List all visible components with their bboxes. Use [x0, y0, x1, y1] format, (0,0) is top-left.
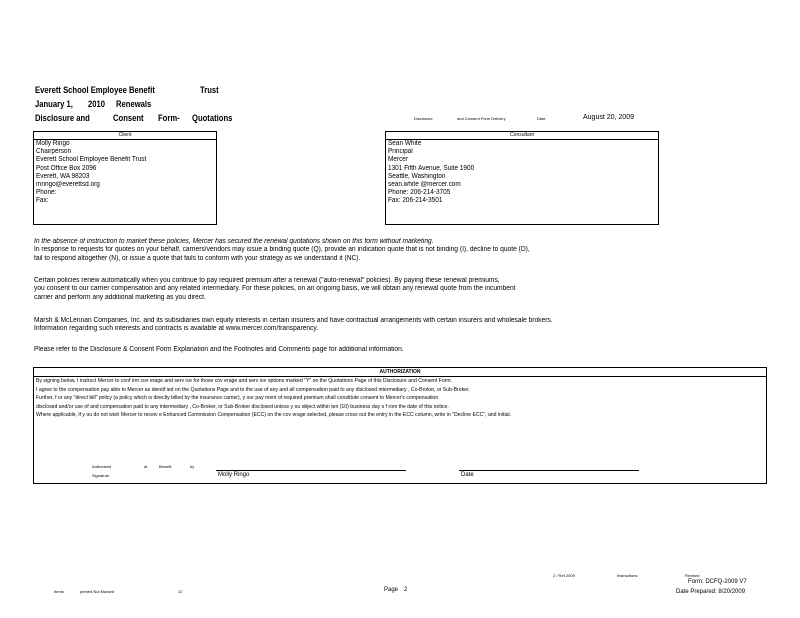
authorization-line-1: By signing below, I instruct Mercer to conf irm cov erage and serv ice for those cov erage and serv ice options marked "Y" on the Quotations Page of this Disclosure and Consent Form.: [36, 378, 453, 384]
paragraph-marketing-line-1: In the absence of instruction to market these policies, Mercer has secured the renewal quotations shown on this form without marketing.: [34, 238, 434, 245]
consultant-lines: [388, 140, 482, 206]
paragraph-transparency-line-2: Information regarding such interests and contracts is available at www.mercer.com/transparency.: [34, 325, 319, 333]
client-fax: Fax:: [36, 197, 49, 205]
date-label: Date: [461, 472, 474, 478]
footer-date-prepared: Date Prepared: 8/20/2009: [676, 589, 746, 595]
paragraph-marketing: [34, 238, 556, 263]
paragraph-transparency-line-1: Marsh & McLennan Companies, Inc. and its subsidiaries own equity interests in certain insurers and have contractual arrangements with certain insurers and wholesale brokers.: [34, 317, 553, 324]
title-consent: Consent: [113, 113, 144, 123]
paragraph-auto-renewal-line-1: Certain policies renew automatically when you continue to pay required premium after a renewal ("auto-renewal" policies). By paying these renewal premiums,: [34, 277, 500, 284]
title-line-1: [35, 85, 155, 95]
paragraph-marketing-line-2: In response to requests for quotes on your behalf, carriers/vendors may issue a binding quote (Q), provide an indication quote that is not binding (I), decline to quote (D),: [34, 246, 530, 254]
paragraph-auto-renewal-line-3: carrier and perform any additional marketing as you direct.: [34, 293, 206, 301]
signature-small-1: Authorized: [92, 464, 112, 469]
client-address-2: Everett, WA 98203: [36, 172, 90, 180]
title-year: 2010: [88, 99, 106, 109]
paragraph-auto-renewal: [34, 277, 541, 302]
authorization-line-3: Further, f or any "direct bill" policy (a policy which is directly billed by the insurance carrier), y our pay ment of required premium shall constitute consent to Mercer's compensation: [36, 395, 439, 402]
paragraph-refer-line-1: Please refer to the Disclosure & Consent Form Explanation and the Footnotes and Comments page for additional information.: [34, 346, 404, 353]
footer-small-left-1: Items: [54, 589, 64, 594]
footer-small-left-2: printed Not Marked: [80, 589, 115, 594]
header-small-label-2: and Consent Form Delivery: [457, 116, 506, 121]
consultant-name: Sean White: [388, 140, 422, 147]
signature-small-2: at: [144, 464, 148, 469]
authorization-box: [33, 367, 767, 484]
paragraph-refer: [34, 346, 423, 354]
footer-small-mid-1: 2 / Ref 2009: [553, 573, 575, 578]
title-trust-name: Everett School Employee Benefit: [35, 85, 155, 95]
date-line: [459, 470, 639, 471]
signer-name: Molly Ringo: [218, 472, 250, 478]
authorization-line-4: disclosed and/or use of and compensation paid to any intermediary , Co-Broker, or Sub-Broker disclosed unless y ou object within ten (10) business day s f rom the date of this notice.: [36, 403, 449, 410]
client-phone: Phone:: [36, 189, 57, 197]
footer-page-number: 2: [404, 587, 408, 593]
delivery-date-value: August 20, 2009: [583, 114, 634, 121]
consultant-phone: Phone: 206-214-3705: [388, 189, 451, 197]
client-address-1: Post Office Box 2096: [36, 164, 97, 172]
client-title: Chairperson: [36, 148, 72, 156]
authorization-text: [36, 377, 536, 420]
client-email: mringo@everettsd.org: [36, 181, 100, 189]
paragraph-auto-renewal-line-2: you consent to our carrier compensation and any related intermediary. For these policies, on an ongoing basis, we will obtain any renewal quote from the incumbent: [34, 285, 516, 293]
title-trust-word: Trust: [200, 85, 219, 95]
footer-page-label: Page: [384, 587, 399, 593]
client-box-heading: Client: [34, 132, 216, 140]
footer-small-right: Revised: [685, 573, 700, 578]
consultant-address-1: 1301 Fifth Avenue, Suite 1900: [388, 164, 475, 172]
footer-form-id: Form: DCFQ-2009 V7: [688, 579, 747, 585]
consultant-fax: Fax: 206-214-3501: [388, 197, 443, 205]
client-organization: Everett School Employee Benefit Trust: [36, 156, 147, 164]
footer-small-mid-2: Instructions: [617, 573, 638, 578]
client-lines: [36, 140, 156, 206]
signature-line: [216, 470, 406, 471]
header-small-label-3: Date: [537, 116, 546, 121]
consultant-address-2: Seattle, Washington: [388, 172, 446, 180]
consultant-box-heading: Consultant: [386, 132, 658, 140]
consultant-title: Principal: [388, 148, 413, 156]
authorization-heading: AUTHORIZATION: [34, 368, 766, 377]
signature-small-4: by: [190, 464, 195, 469]
paragraph-marketing-line-3: fail to respond altogether (N), or issue a quote that fails to conform with your strategy as we understand it (NC).: [34, 254, 361, 262]
consultant-email: sean.white @mercer.com: [388, 181, 461, 189]
client-name: Molly Ringo: [36, 140, 70, 147]
signature-small-5: Signature: [92, 473, 110, 478]
footer-small-left-3: 12: [178, 589, 183, 594]
signature-small-3: Benefit: [159, 464, 172, 469]
consultant-box: [385, 131, 659, 225]
authorization-line-5: Where applicable, if y ou do not wish Mercer to receiv e Enhanced Commission Compensation (ECC) on the cov erage selected, please cross out the entry in the ECC column, write in "Decline ECC", and initial.: [36, 412, 512, 419]
title-date-1: January 1,: [35, 99, 73, 109]
title-quotations: Quotations: [192, 113, 233, 123]
client-box: [33, 131, 217, 225]
consultant-company: Mercer: [388, 156, 409, 164]
title-disclosure: Disclosure and: [35, 113, 90, 123]
header-small-label-1: Disclosure: [414, 116, 433, 121]
title-form: Form-: [158, 113, 180, 123]
title-renewals: Renewals: [116, 99, 152, 109]
authorization-line-2: I agree to the compensation pay able to Mercer as identif ied on the Quotations Page and to the use of any and all compensation paid to any disclosed intermediary , Co-Broker, or Sub-Broker.: [36, 386, 470, 393]
paragraph-transparency: [34, 317, 580, 334]
